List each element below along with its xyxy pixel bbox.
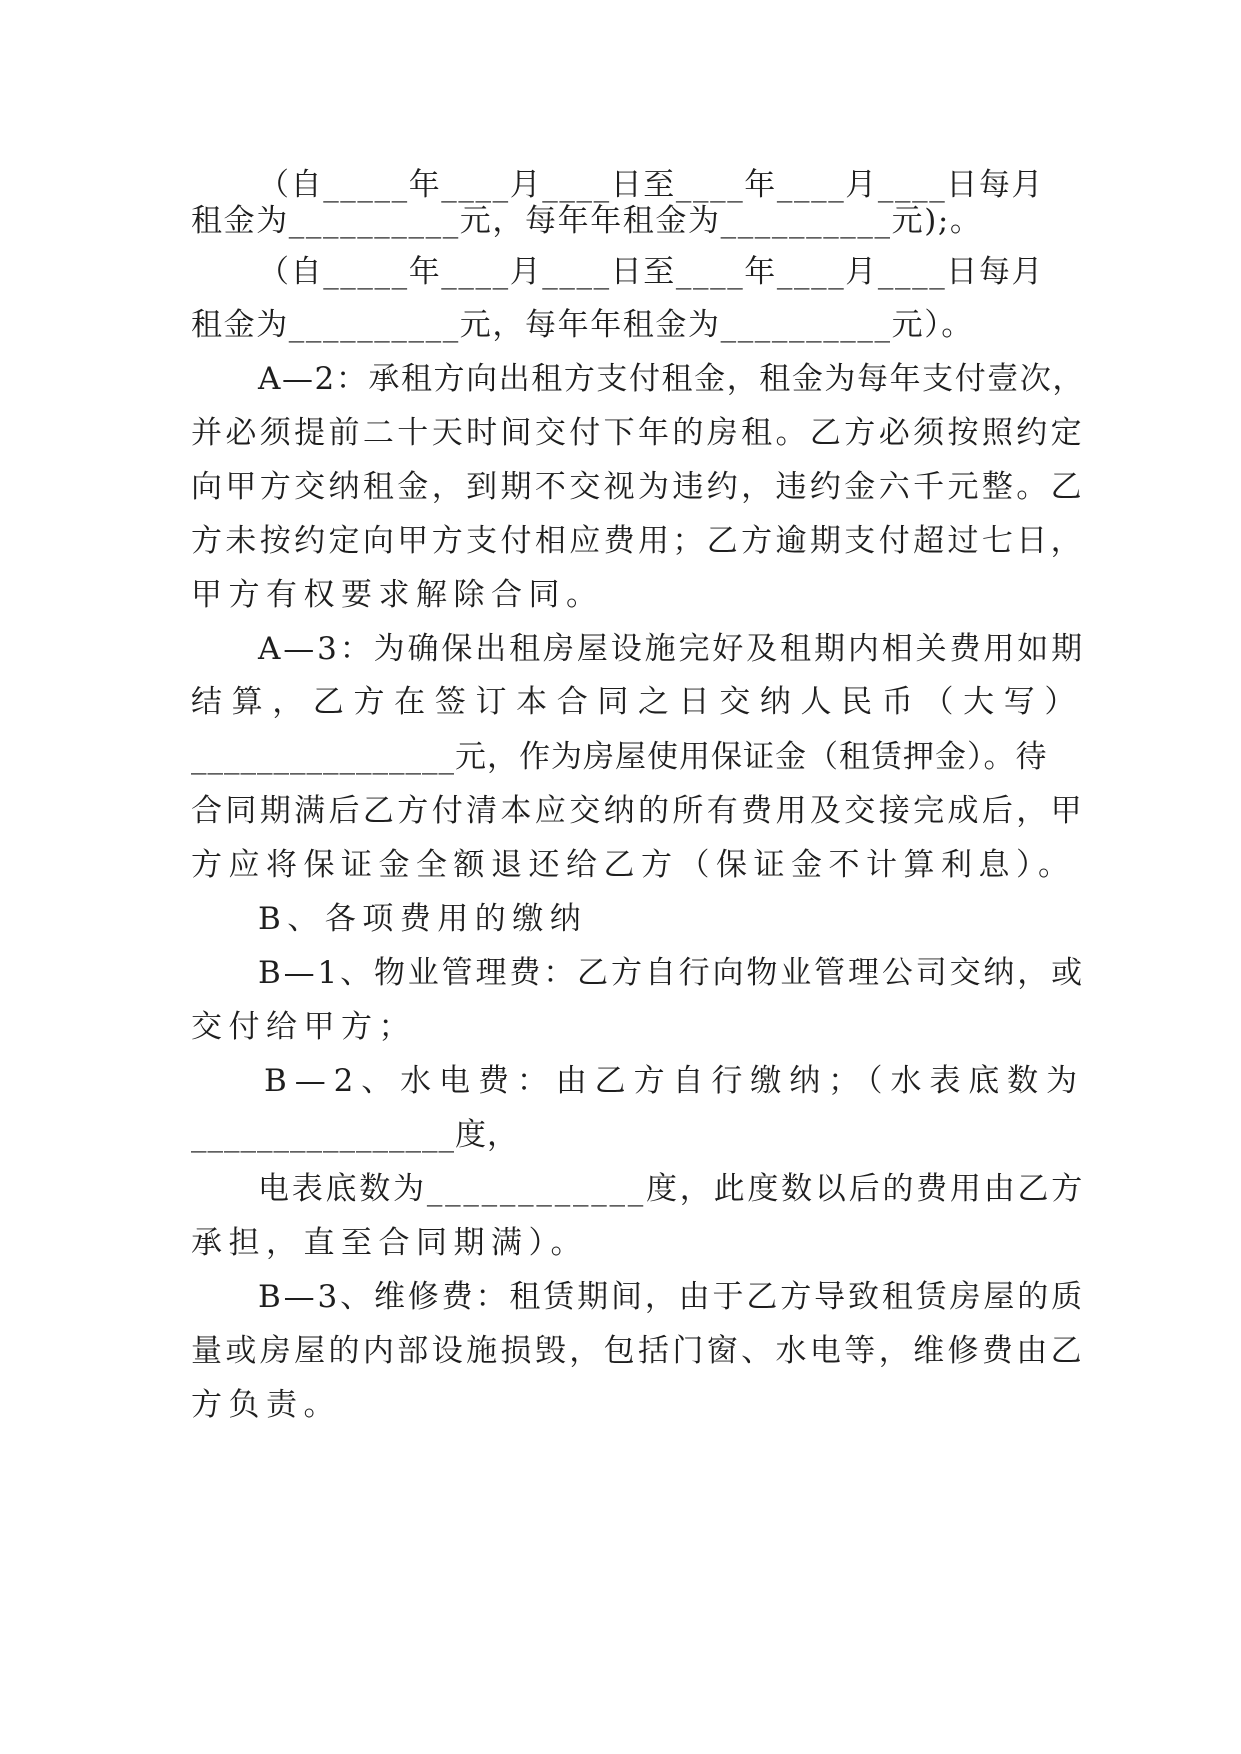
clause-a3-line-4: 合同期满后乙方付清本应交纳的所有费用及交接完成后，甲	[191, 793, 1085, 829]
rent-period-line-1: （自_____年____月____日至____年____月____日每月	[258, 167, 1045, 203]
rent-amount-line-1: 租金为__________元，每年年租金为__________元);。	[191, 203, 983, 239]
clause-b3-line-1: B—3、维修费：租赁期间，由于乙方导致租赁房屋的质	[258, 1279, 1085, 1315]
clause-a3-line-3: ________________元，作为房屋使用保证金（租赁押金）。待	[191, 739, 1048, 775]
clause-a2-line-4: 方未按约定向甲方支付相应费用；乙方逾期支付超过七日，	[191, 523, 1085, 559]
clause-a3-line-1: A—3：为确保出租房屋设施完好及租期内相关费用如期	[258, 631, 1085, 667]
clause-a2-line-1: A—2：承租方向出租方支付租金，租金为每年支付壹次，	[258, 361, 1085, 397]
clause-b1-line-2: 交付给甲方；	[191, 1009, 416, 1045]
clause-b3-line-3: 方负责。	[191, 1387, 341, 1423]
clause-a2-line-2: 并必须提前二十天时间交付下年的房租。乙方必须按照约定	[191, 415, 1085, 451]
clause-a2-line-3: 向甲方交纳租金，到期不交视为违约，违约金六千元整。乙	[191, 469, 1085, 505]
section-b-heading: B、各项费用的缴纳	[258, 901, 588, 937]
clause-b2-line-4: 承担，直至合同期满）。	[191, 1225, 588, 1261]
rent-period-line-2: （自_____年____月____日至____年____月____日每月	[258, 254, 1045, 290]
rent-amount-line-2: 租金为__________元，每年年租金为__________元）。	[191, 307, 974, 343]
clause-b2-line-2: ________________度，	[191, 1117, 519, 1153]
clause-b2-line-3: 电表底数为____________度，此度数以后的费用由乙方	[258, 1171, 1085, 1207]
clause-a3-line-5: 方应将保证金全额退还给乙方（保证金不计算利息）。	[191, 847, 1076, 883]
clause-b3-line-2: 量或房屋的内部设施损毁，包括门窗、水电等，维修费由乙	[191, 1333, 1085, 1369]
clause-a3-line-2: 结算，乙方在签订本合同之日交纳人民币（大写）	[191, 684, 1085, 720]
clause-b2-line-1: B—2、水电费：由乙方自行缴纳；（水表底数为	[264, 1063, 1085, 1099]
clause-a2-line-5: 甲方有权要求解除合同。	[191, 577, 604, 613]
clause-b1-line-1: B—1、物业管理费：乙方自行向物业管理公司交纳，或	[258, 955, 1085, 991]
